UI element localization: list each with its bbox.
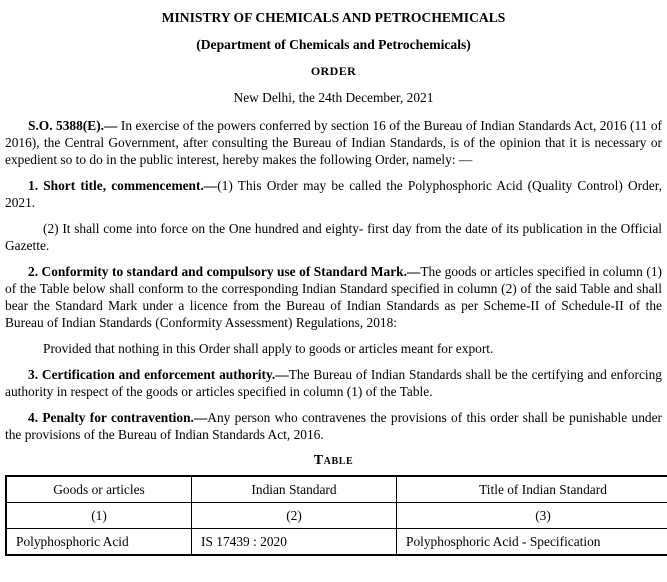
document-header: [5, 9, 662, 106]
paragraph-conformity: [5, 263, 662, 331]
column-header: Goods or articles: [6, 476, 192, 503]
table-header-row: [6, 476, 667, 503]
paragraph-lead: 3. Certification and enforcement authority.—: [28, 367, 289, 382]
order-heading: ORDER: [310, 64, 357, 78]
paragraph-lead: 4. Penalty for contravention.—: [28, 410, 208, 425]
goods-cell: Polyphosphoric Acid: [6, 529, 192, 556]
order-body: [5, 117, 662, 443]
paragraph-short-title: [5, 177, 662, 211]
paragraph-text: (1) This Order may be called the Polyphosphoric Acid (Quality Control) Order, 2021.: [5, 178, 662, 210]
column-number: (1): [6, 503, 192, 529]
paragraph-text: Provided that nothing in this Order shall apply to goods or articles meant for export.: [43, 341, 494, 356]
paragraph-text: The goods or articles specified in column (1) of the Table below shall conform to the corresponding Indian Standard specified in column (2) of the said Table and shall bear the Standard Mark under a licence from the Bureau of Indian Standards as per Scheme-II of Schedule-II of the Bureau of Indian Standards (Conformity Assessment) Regulations, 2018:: [5, 264, 662, 330]
paragraph-text: In exercise of the powers conferred by section 16 of the Bureau of Indian Standards Act, 2016 (11 of 2016), the Central Government, after consulting the Bureau of Indian Standards, is of the opinion that it is necessary or expedient so to do in the public interest, hereby makes the following Order, namely: —: [5, 118, 663, 167]
table-column-number-row: [6, 503, 667, 529]
paragraph-so-notification: [5, 117, 662, 168]
standards-table: [5, 475, 667, 556]
paragraph-penalty: [5, 409, 662, 443]
ministry-title: MINISTRY OF CHEMICALS AND PETROCHEMICALS: [161, 10, 506, 25]
column-header: Indian Standard: [192, 476, 397, 503]
paragraph-certification-authority: [5, 366, 662, 400]
department-subtitle: (Department of Chemicals and Petrochemicals): [196, 37, 471, 52]
paragraph-text: The Bureau of Indian Standards shall be the certifying and enforcing authority in respect of the goods or articles specified in column (1) of the Table.: [5, 367, 662, 399]
paragraph-lead: S.O. 5388(E).—: [28, 118, 118, 133]
table-caption: Table: [313, 453, 354, 468]
paragraph-text: Any person who contravenes the provisions of this order shall be punishable under the provisions of the Bureau of Indian Standards Act, 2016.: [5, 410, 662, 442]
paragraph-lead: 1. Short title, commencement.—: [28, 178, 218, 193]
standard-title-cell: Polyphosphoric Acid - Specification: [397, 529, 667, 556]
column-number: (3): [397, 503, 667, 529]
paragraph-lead: 2. Conformity to standard and compulsory use of Standard Mark.—: [28, 264, 421, 279]
paragraph-commencement: [5, 220, 662, 254]
column-number: (2): [192, 503, 397, 529]
table-section: [5, 452, 662, 556]
dateline: New Delhi, the 24th December, 2021: [233, 90, 434, 105]
paragraph-export-proviso: [5, 340, 662, 357]
table-row: [6, 529, 667, 556]
paragraph-text: (2) It shall come into force on the One hundred and eighty- first day from the date of its publication in the Official Gazette.: [5, 221, 662, 253]
indian-standard-cell: IS 17439 : 2020: [192, 529, 397, 556]
column-header: Title of Indian Standard: [397, 476, 667, 503]
